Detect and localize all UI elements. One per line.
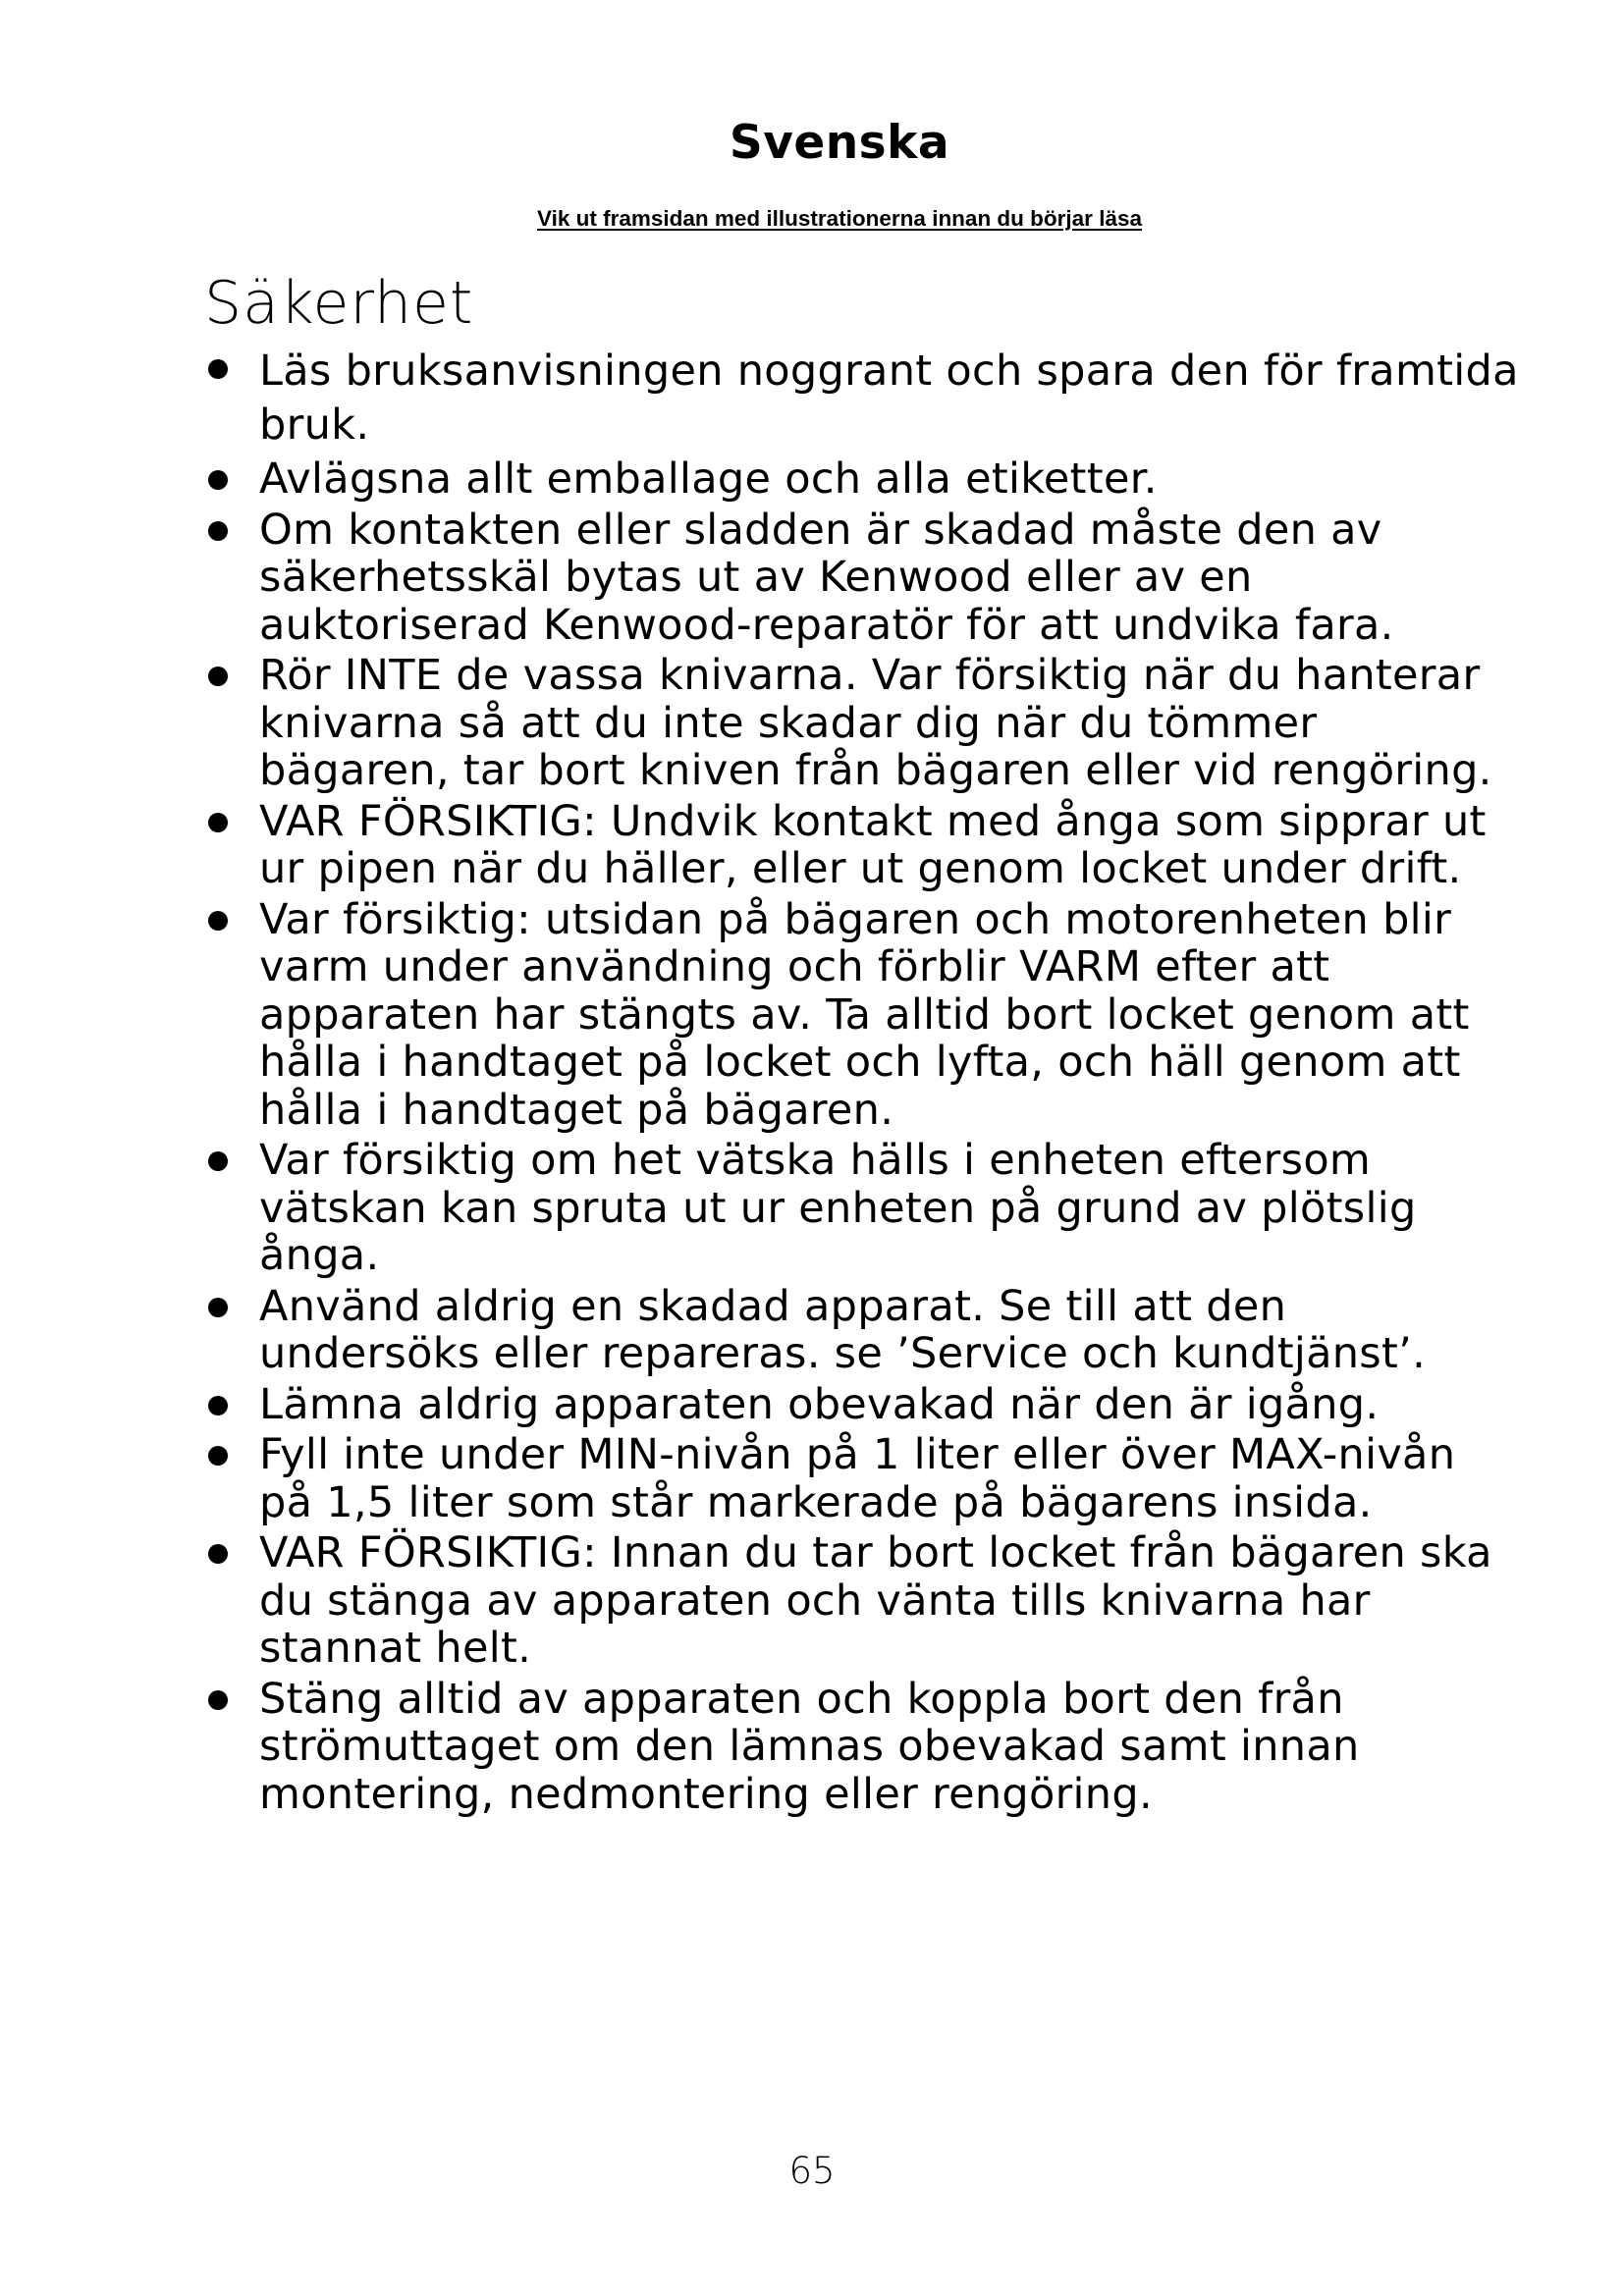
list-item-text: Om kontakten eller sladden är skadad måste den av säkerhetsskäl bytas ut av Kenwood eller av en auktoriserad Kenwood-reparatör för att undvika fara. xyxy=(259,505,1394,650)
page-title: Svenska xyxy=(729,116,950,170)
bullet-icon xyxy=(208,813,228,832)
list-item xyxy=(204,1529,1520,1673)
list-item-text: Stäng alltid av apparaten och koppla bort den från strömuttaget om den lämnas obevakad samt innan montering, nedmontering eller rengöring. xyxy=(259,1674,1360,1819)
list-item xyxy=(204,1676,1520,1819)
list-item xyxy=(204,345,1520,453)
bullet-icon xyxy=(208,359,228,379)
bullet-icon xyxy=(208,521,228,541)
bullet-icon xyxy=(208,1690,228,1710)
list-item-text: VAR FÖRSIKTIG: Innan du tar bort locket från bägaren ska du stänga av apparaten och vänta tills knivarna har stannat helt. xyxy=(259,1528,1492,1673)
bullet-icon xyxy=(208,1544,228,1564)
bullet-icon xyxy=(208,667,228,686)
list-item xyxy=(204,798,1520,893)
list-item xyxy=(204,455,1520,504)
list-item-text: Avlägsna allt emballage och alla etiketter. xyxy=(259,454,1158,504)
list-item xyxy=(204,1283,1520,1378)
list-item-text: Var försiktig: utsidan på bägaren och motorenheten blir varm under användning och förblir VARM efter att apparaten har stängts av. Ta alltid bort locket genom att hålla i handtaget på locket och lyfta, och häll genom att hålla i handtaget på bägaren. xyxy=(259,894,1470,1135)
list-item-text: Lämna aldrig apparaten obevakad när den är igång. xyxy=(259,1379,1380,1429)
list-item xyxy=(204,1381,1520,1429)
bullet-icon xyxy=(208,1446,228,1466)
bullet-icon xyxy=(208,1151,228,1171)
section-heading: Säkerhet xyxy=(204,269,474,338)
page-subtitle: Vik ut framsidan med illustrationerna innan du börjar läsa xyxy=(537,206,1142,231)
list-item xyxy=(204,896,1520,1135)
bullet-icon xyxy=(208,1396,228,1415)
list-item-text: Rör INTE de vassa knivarna. Var försiktig när du hanterar knivarna så att du inte skadar dig när du tömmer bägaren, tar bort kniven från bägaren eller vid rengöring. xyxy=(259,651,1492,795)
list-item xyxy=(204,1137,1520,1280)
bullet-icon xyxy=(208,911,228,931)
bullet-icon xyxy=(208,1298,228,1317)
list-item xyxy=(204,1431,1520,1526)
list-item-text: Läs bruksanvisningen noggrant och spara den för framtida bruk. xyxy=(259,347,1519,450)
list-item-text: Fyll inte under MIN-nivån på 1 liter eller över MAX-nivån på 1,5 liter som står markerade på bägarens insida. xyxy=(259,1430,1456,1527)
list-item-text: VAR FÖRSIKTIG: Undvik kontakt med ånga som sipprar ut ur pipen när du häller, eller ut genom locket under drift. xyxy=(259,796,1487,893)
list-item-text: Använd aldrig en skadad apparat. Se till att den undersöks eller repareras. se ’Service och kundtjänst’. xyxy=(259,1281,1427,1378)
list-item-text: Var försiktig om het vätska hälls i enheten eftersom vätskan kan spruta ut ur enheten på grund av plötslig ånga. xyxy=(259,1136,1417,1280)
list-item xyxy=(204,652,1520,795)
safety-list xyxy=(204,345,1520,1821)
list-item xyxy=(204,507,1520,650)
bullet-icon xyxy=(208,470,228,490)
page-number: 65 xyxy=(788,2150,836,2192)
